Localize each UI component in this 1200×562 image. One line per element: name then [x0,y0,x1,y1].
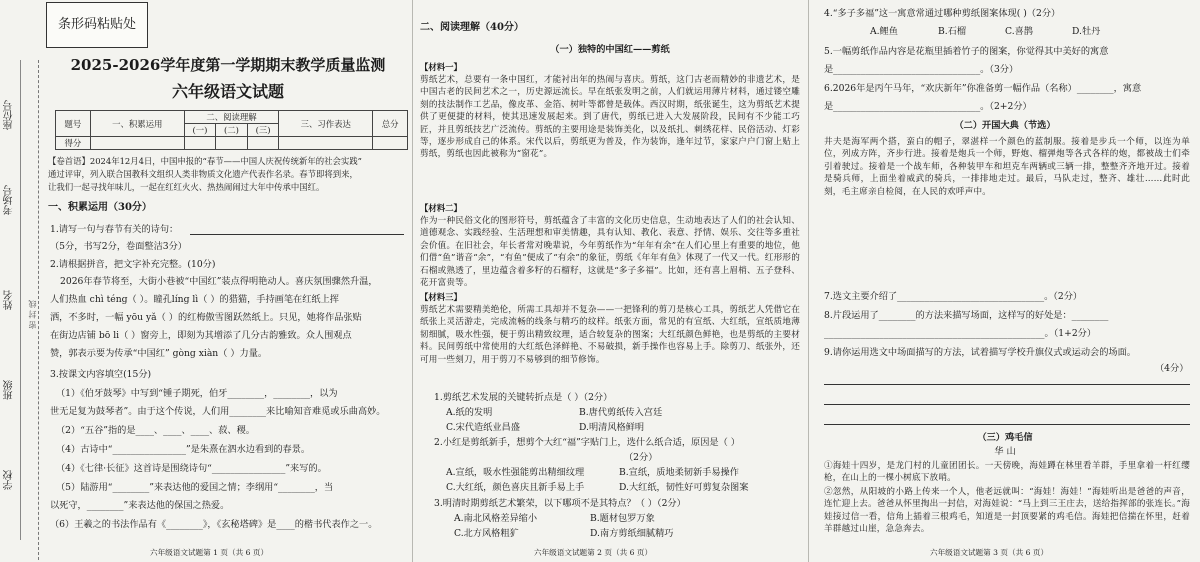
material-1-label: 【材料一】 [420,62,462,72]
binding-line [20,60,21,540]
q3-option-a[interactable]: A.南北风格差异缩小 [454,513,538,524]
score-th-sec2: 二、阅读理解 [184,111,279,124]
page-2-footer: 六年级语文试题第 2 页（共 6 页） [534,548,653,557]
q4-option-b[interactable]: B.石榴 [938,26,967,37]
q2-line: 洒，不多时，一幅 yōu yǎ（ ）的红梅傲雪图跃然纸上。只见，她将作品张贴 [50,312,362,323]
q1-option-c[interactable]: C.宋代造纸业昌盛 [446,422,520,433]
score-table [55,110,408,150]
q2-line: 在街边店铺 bō li（ ）窗旁上，即刻为其增添了几分古韵雅致。众人围观点 [50,330,352,341]
score-cell[interactable] [90,137,184,150]
reading-q8-answer[interactable]: ________________________________________________。（1+2分） [824,328,1097,339]
reading-q4: 4.“多子多福”这一寓意常通过哪种剪纸图案体现( )（2分） [824,8,1061,19]
reading-q2: 2.小红是剪纸新手，想剪个大红“福”字贴门上，选什么纸合适，原因是（ ） [434,437,740,448]
score-cell[interactable] [279,137,373,150]
score-th-sub3: (三) [247,124,279,137]
q3-option-c[interactable]: C.北方风格粗犷 [454,528,519,539]
reading-q8[interactable]: 8.片段运用了________的方法来描写场面，这样写的好处是：________ [824,310,1109,321]
q9-answer-line[interactable] [824,424,1190,425]
q3-prompt: 3.按课文内容填空(15分) [50,369,152,380]
q1-option-d[interactable]: D.明清风格鲜明 [579,422,645,433]
page-1-footer: 六年级语文试题第 1 页（共 6 页） [150,548,269,557]
score-th-sec1: 一、积累运用 [90,111,184,137]
q3-line: （4）《七律·长征》这首诗是围绕诗句“________________”来写的。 [56,463,327,474]
material-3-label: 【材料三】 [420,292,462,302]
q4-option-a[interactable]: A.鲤鱼 [870,26,898,37]
exam-no-label: 考场号 [4,185,15,215]
seal-line [38,60,39,560]
section-1-heading: 一、积累运用（30分） [48,202,152,213]
page-3-footer: 六年级语文试题第 3 页（共 6 页） [930,548,1049,557]
exam-title: 2025-2026学年度第一学期期末教学质量监测 [70,56,386,74]
material-2-text: 作为一种民俗文化的图形符号，剪纸蕴含了丰富的文化历史信息，生动地表达了人们的社会认知、道德观念、实践经验、生活理想和审美情趣，具有认知、教化、表意、抒情、娱乐、交往等多重社会价值。在旧社会，年长者常对晚辈说，今年剪纸作为“年年有余”在人们心里上有重要的地位，他们借“鱼”谐音“余”，“有鱼”便成了“有余”的象征，剪纸《年年有鱼》体现了一代又一代。红形形的石榴或熟透了，里边蕴含着多籽的石榴籽，这就是“多子多福”。比如，还有喜上眉梢、五子登科、花开富贵等。 [420,216,800,289]
page-divider [808,0,809,562]
score-row-label: 得分 [56,137,91,150]
score-cell[interactable] [216,137,248,150]
q1-option-b[interactable]: B.唐代剪纸传入宫廷 [579,407,663,418]
q3-line: （5）陆游用“________”来表达他的爱国之情；李纲用“________，当 [56,482,334,493]
q3-option-d[interactable]: D.南方剪纸细腻精巧 [590,528,674,539]
reading-q5-answer[interactable]: 是________________________________。（3分） [824,64,1019,75]
passage-3-author: 华 山 [994,446,1016,457]
passage-3-para-1: ①海娃十四岁，是龙门村的儿童团团长。一天傍晚，海娃蹲在林里看羊群，手里拿着一杆红缨枪，在山上的一棵小树底下放哨。 [824,461,1190,484]
passage-2-title: （二）开国大典（节选） [954,120,1056,131]
class-label: 班级 [4,380,15,400]
seal-line-label: 密 封 线 [28,300,37,330]
material-1-text: 剪纸艺术，总要有一条中国红，才能衬出年的热闹与喜庆。剪纸，这门古老而精妙的非遗艺术，是中国古老的民间艺术之一，历史源远流长。早在纸张发明之前，人们就运用薄片材料，通过镂空雕刻的技法制作工艺品，像皮革、金箔、树叶等都曾是载体。西汉时期，纸张诞生，这为剪纸艺术提供了更便捷的材料，使其迅速发展起来。到了唐代，剪纸已进入大发展阶段，民间有不少能工巧匠，并且剪纸技艺广泛流传。剪纸的主要用途是装饰美化，以及纸扎、刺绣花样、民俗活动、灯彩等，逐步形成自己的体系。宋代以后，剪纸更为普及，作为装饰，逢年过节，家家户户门窗上贴上剪纸，剪纸也因此被称为“窗花”。 [420,75,800,160]
preface-line: 通过评审，列入联合国教科文组织人类非物质文化遗产代表作名录。春节即将到来， [48,169,358,179]
reading-q2-score: （2分） [624,452,658,463]
barcode-area: 条形码粘贴处 [46,2,148,48]
score-th-sub2: (二) [216,124,248,137]
page-divider [412,0,413,562]
q2-line: 2026年春节将至，大街小巷被“中国红”装点得明艳动人。喜庆氛围骤然升温， [60,276,378,287]
reading-q6-answer[interactable]: 是________________________________。（2+2分） [824,101,1032,112]
preface-line: 【卷首语】2024年12月4日，中国申报的“春节——中国人庆祝传统新年的社会实践” [48,156,362,166]
q3-line: （1）《伯牙鼓琴》中写到“锺子期死，伯牙________，________，以为 [56,388,338,399]
score-cell[interactable] [373,137,408,150]
q3-line: （4）古诗中“________________”是朱熹在泗水边看到的春景。 [56,444,311,455]
q3-line: 以死守，________”来表达他的保国之热爱。 [50,500,230,511]
passage-1-title: （一）独特的中国红——剪纸 [550,44,670,55]
reading-q9: 9.请你运用选文中场面描写的方法，试着描写学校升旗仪式或运动会的场面。 [824,347,1136,358]
score-cell[interactable] [247,137,279,150]
q9-answer-line[interactable] [824,384,1190,385]
school-label: 学校 [4,470,15,490]
q1-prompt: 1.请写一句与春节有关的诗句： [50,224,179,235]
binding-margin [0,0,44,562]
q4-option-c[interactable]: C.喜鹊 [1005,26,1033,37]
q4-option-d[interactable]: D.牡丹 [1072,26,1101,37]
exam-subtitle: 六年级语文试题 [171,82,284,101]
preface-line: 让我们一起寻找年味儿，一起在红红火火、热热闹闹过大年中传承中国红。 [48,182,325,192]
q3-option-b[interactable]: B.题材包罗万象 [590,513,655,524]
page-3 [810,0,1200,562]
name-label: 姓名 [4,290,15,310]
q3-line: 世无足复为鼓琴者”。由于这个传说，人们用________来比喻知音难觅或乐曲高妙。 [50,406,386,417]
seat-no-label: 座位号 [4,100,15,130]
reading-q1: 1.剪纸艺术发展的关键转折点是（ ）（2分） [434,392,613,403]
q1-answer-line[interactable] [190,234,404,235]
passage-2-text: 井夫是海军两个搭，蛮白的帽子，翠湛样一个颜色的蓝制服。接着是步兵一个师，以连为单位，列成方阵，齐步行进。接着是炮兵一个师，野炮、榴弹炮等各式各样的炮，都被战士们牵引着驶过。接着是一个战车师，各种装甲车和坦克车两辆或三辆一排，整整齐齐地开过。接着是骑兵师，上面坐着威武的骑兵，一排排地走过。最后，马队走过，整齐、雄壮……此时此刻，毛主席亲自检阅，在人民的欢呼声中。 [824,137,1190,197]
reading-q9-score: （4分） [1155,363,1189,374]
q2-prompt: 2.请根据拼音，把文字补充完整。(10分) [50,259,216,270]
passage-3-title: （三）鸡毛信 [977,432,1033,443]
q1-option-a[interactable]: A.纸的发明 [446,407,493,418]
q2-option-b[interactable]: B.宣纸，质地柔韧新手易操作 [619,467,739,478]
material-3-text: 剪纸艺术需要精美绝伦，所需工具却并不复杂——一把锋利的剪刀是核心工具，剪纸艺人凭借它在纸张上灵活游走，完成流畅的线条与精巧的纹样。纸张方面，常见的有宣纸、大红纸，宣纸质地薄韧细腻，吸水性强，便于剪出精致纹理，适合较复杂的图案；大红纸颜色鲜艳，也是剪纸的主要材料。民间剪纸中常使用的大红纸色泽鲜艳、不易破损，新手操作也容易上手。除剪刀、纸张外，还可用一些刻刀，用于剪刀不易够到的细节修饰。 [420,305,800,365]
q2-line: 赞，郭表示要为传承“中国红” gòng xiàn（ ）力量。 [50,348,268,359]
q3-line: （6）王羲之的书法作品有《________》，《玄秘塔碑》是____的楷书代表作之一。 [50,519,378,530]
q2-option-d[interactable]: D.大红纸，韧性好可剪复杂图案 [619,482,749,493]
passage-3-para-2: ②忽然，从阳坡的小路上传来一个人，他老远就叫：“海娃！海娃！”海娃听出是爸爸的声音，连忙迎上去。爸爸从怀里掏出一封信，对海娃说：“马上到三王庄去，送给指挥部的张连长。”海娃接过信一看，信角上插着三根鸡毛，知道是一封顶要紧的鸡毛信。海娃把信揣在怀里，赶着羊群越过山崖，急急奔去。 [824,487,1190,535]
q9-answer-line[interactable] [824,404,1190,405]
reading-q5: 5.一幅剪纸作品内容是花瓶里插着竹子的图案，你觉得其中美好的寓意 [824,46,1109,57]
q2-option-c[interactable]: C.大红纸，颜色喜庆且新手易上手 [446,482,585,493]
material-2-label: 【材料二】 [420,203,462,213]
score-th-sub1: (一) [184,124,216,137]
score-cell[interactable] [184,137,216,150]
q2-line: 人们热血 chì téng（ ）。瞳孔líng lì（ ）的猎猫，手持画笔在红纸上挥 [50,294,339,305]
q1-score-note: （5分，书写2分，卷面整洁3分） [50,241,187,252]
reading-q3: 3.明清时期剪纸艺术繁荣，以下哪项不是其特点？（ ）（2分） [434,498,686,509]
score-th-no: 题号 [56,111,91,137]
page-1 [0,0,410,562]
score-th-sec3: 三、习作表达 [279,111,373,137]
reading-q7[interactable]: 7.选文主要介绍了________________________________。（2分） [824,291,1083,302]
section-2-heading: 二、阅读理解（40分） [420,22,524,33]
reading-q6: 6.2026年是丙午马年，“欢庆新年”你准备剪一幅作品（名称）________，寓意 [824,83,1142,94]
q2-option-a[interactable]: A.宣纸，吸水性强能剪出精细纹理 [446,467,585,478]
score-th-total: 总分 [373,111,408,137]
q3-line: （2）“五谷”指的是____、____、____、菽、稷。 [56,425,255,436]
page-2 [414,0,806,562]
